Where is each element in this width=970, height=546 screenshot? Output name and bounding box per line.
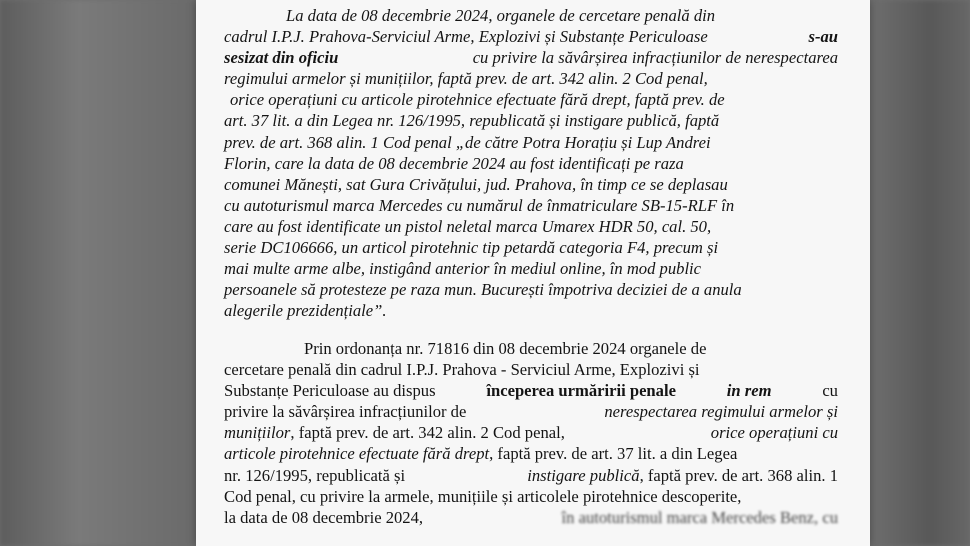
p2-line-3: Substanțe Periculoase au dispus începerea urmăririi penale in rem cu — [224, 381, 838, 401]
document-page — [196, 0, 870, 546]
p2-line-6: articole pirotehnice efectuate fără drept , faptă prev. de art. 37 lit. a din Legea — [224, 444, 738, 464]
p2-line-4: privire la săvârșirea infracțiunilor de nerespectarea regimului armelor și — [224, 402, 838, 422]
p2-line-7: nr. 126/1995, republicată și instigare publică, faptă prev. de art. 368 alin. 1 — [224, 465, 838, 485]
p1-line-11: care au fost identificate un pistol neletal marca Umarex HDR 50, cal. 50, — [224, 216, 712, 236]
p2-line-9: la data de 08 decembrie 2024, în autoturismul marca Mercedes Benz, cu — [224, 507, 838, 527]
p2-line-10-cut — [224, 528, 838, 536]
p2-bold-in-rem: in rem — [726, 381, 772, 401]
p1-line-14: persoanele să protesteze pe raza mun. București împotriva deciziei de a anula — [224, 280, 742, 300]
p1-line-6: art. 37 lit. a din Legea nr. 126/1995, republicată și instigare publică, faptă — [224, 111, 720, 131]
p1-line-12: serie DC106666, un articol pirotehnic tip petardă categoria F4, precum și — [224, 238, 719, 258]
p2-line-2: cercetare penală din cadrul I.P.J. Prahova - Serviciul Arme, Explozivi și — [224, 360, 700, 380]
p1-line-8: Florin, care la data de 08 decembrie 2024 au fost identificați pe raza — [224, 153, 684, 173]
document-text — [224, 0, 838, 321]
p1-line-3: sesizat din oficiu cu privire la săvârșirea infracțiunilor de nerespectarea — [224, 48, 838, 68]
p1-line-15: alegerile prezidențiale”. — [224, 301, 387, 321]
p2-line-1: Prin ordonanța nr. 71816 din 08 decembrie 2024 organele de — [304, 339, 707, 358]
p2-bold-inceperea: începerea urmăririi penale — [486, 381, 676, 401]
p1-bold-s-au: s-au — [808, 27, 838, 47]
p2-line-5: munițiilor, faptă prev. de art. 342 alin. 2 Cod penal, orice operațiuni cu — [224, 423, 838, 443]
background-right — [870, 0, 970, 546]
p1-line-2: cadrul I.P.J. Prahova-Serviciul Arme, Explozivi și Substanțe Periculoase s-au — [224, 27, 838, 47]
document-text-p2 — [224, 338, 838, 536]
background-left — [0, 0, 196, 546]
p1-line-4: regimului armelor și munițiilor, faptă prev. de art. 342 alin. 2 Cod penal, — [224, 69, 708, 89]
p1-line-9: comunei Mănești, sat Gura Crivățului, jud. Prahova, în timp ce se deplasau — [224, 174, 728, 194]
p1-line-7: prev. de art. 368 alin. 1 Cod penal „de către Potra Horațiu și Lup Andrei — [224, 132, 711, 152]
p1-line-13: mai multe arme albe, instigând anterior în mediul online, în mod public — [224, 259, 702, 279]
p1-line-1: La data de 08 decembrie 2024, organele de cercetare penală din — [286, 6, 716, 25]
p2-line-8: Cod penal, cu privire la armele, munițiile și articolele pirotehnice descoperite, — [224, 486, 742, 506]
p1-line-10: cu autoturismul marca Mercedes cu numărul de înmatriculare SB-15-RLF în — [224, 195, 735, 215]
p1-line-5: orice operațiuni cu articole pirotehnice efectuate fără drept, faptă prev. de — [230, 90, 725, 110]
p1-bold-sesizat: sesizat din oficiu — [224, 48, 339, 68]
